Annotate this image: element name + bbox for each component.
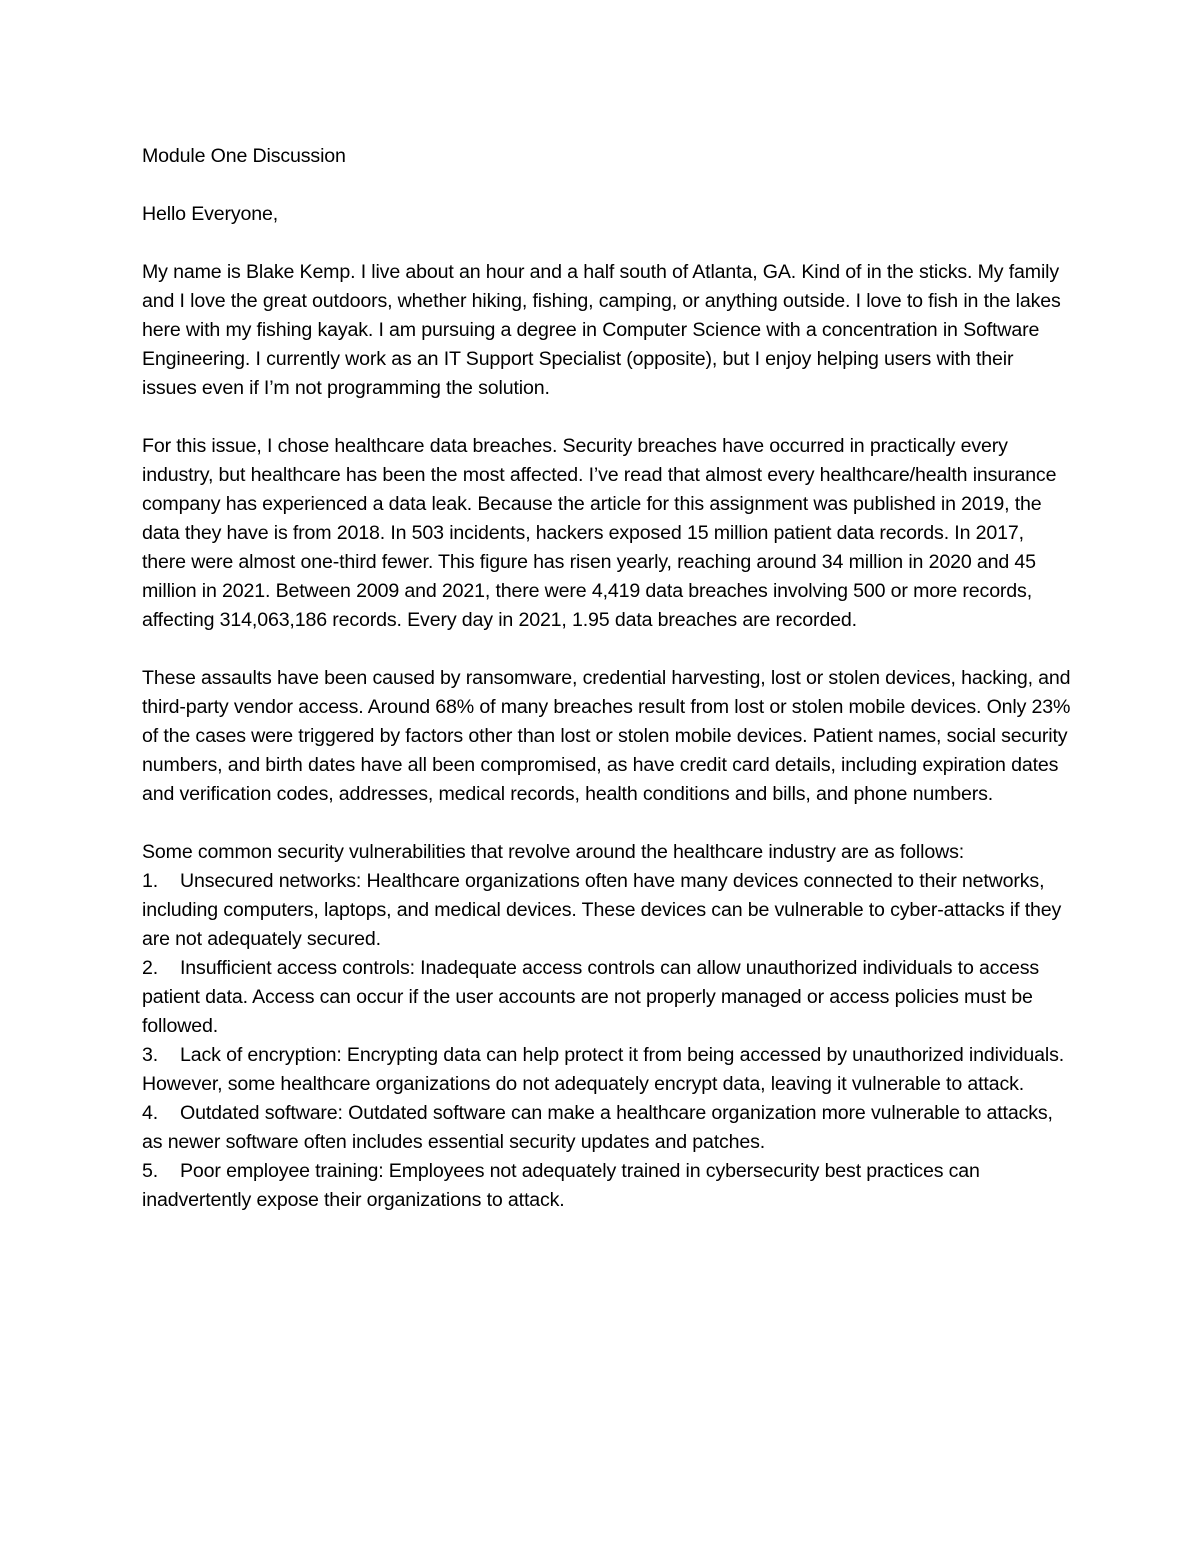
document-body	[142, 142, 1072, 1215]
list-item-number: 3.	[142, 1044, 159, 1066]
list-item-text: Insufficient access controls: Inadequate access controls can allow unauthorized individuals to access patient data. Access can occur if the user accounts are not properly managed or access policies must be followed.	[142, 957, 1040, 1037]
document-title: Module One Discussion	[142, 145, 346, 167]
list-item	[142, 954, 1072, 1041]
list-item-number: 4.	[142, 1102, 159, 1124]
list-item	[142, 1157, 1072, 1215]
list-item-number: 2.	[142, 957, 159, 979]
list-item-text: Poor employee training: Employees not adequately trained in cybersecurity best practices can inadvertently expose their organizations to attack.	[142, 1160, 980, 1211]
list-item	[142, 867, 1072, 954]
greeting: Hello Everyone,	[142, 203, 279, 225]
list-item-number: 5.	[142, 1160, 159, 1182]
list-item-text: Lack of encryption: Encrypting data can help protect it from being accessed by unauthorized individuals. However, some healthcare organizations do not adequately encrypt data, leaving it vulnerable to attack.	[142, 1044, 1065, 1095]
vulnerability-list	[142, 867, 1072, 1215]
paragraph-issue: For this issue, I chose healthcare data breaches. Security breaches have occurred in practically every industry, but healthcare has been the most affected. I’ve read that almost every healthcare/health insurance company has experienced a data leak. Because the article for this assignment was published in 2019, the data they have is from 2018. In 503 incidents, hackers exposed 15 million patient data records. In 2017, there were almost one-third fewer. This figure has risen yearly, reaching around 34 million in 2020 and 45 million in 2021. Between 2009 and 2021, there were 4,419 data breaches involving 500 or more records, affecting 314,063,186 records. Every day in 2021, 1.95 data breaches are recorded.	[142, 435, 1057, 631]
list-item-text: Unsecured networks: Healthcare organizations often have many devices connected to their networks, including computers, laptops, and medical devices. These devices can be vulnerable to cyber-attacks if they are not adequately secured.	[142, 870, 1062, 950]
list-item	[142, 1099, 1072, 1157]
list-intro: Some common security vulnerabilities that revolve around the healthcare industry are as follows:	[142, 841, 965, 863]
list-item-number: 1.	[142, 870, 159, 892]
list-item-text: Outdated software: Outdated software can make a healthcare organization more vulnerable to attacks, as newer software often includes essential security updates and patches.	[142, 1102, 1053, 1153]
list-item	[142, 1041, 1072, 1099]
paragraph-introduction: My name is Blake Kemp. I live about an hour and a half south of Atlanta, GA. Kind of in the sticks. My family and I love the great outdoors, whether hiking, fishing, camping, or anything outside. I love to fish in the lakes here with my fishing kayak. I am pursuing a degree in Computer Science with a concentration in Software Engineering. I currently work as an IT Support Specialist (opposite), but I enjoy helping users with their issues even if I’m not programming the solution.	[142, 261, 1061, 399]
paragraph-causes: These assaults have been caused by ransomware, credential harvesting, lost or stolen devices, hacking, and third-party vendor access. Around 68% of many breaches result from lost or stolen mobile devices. Only 23% of the cases were triggered by factors other than lost or stolen mobile devices. Patient names, social security numbers, and birth dates have all been compromised, as have credit card details, including expiration dates and verification codes, addresses, medical records, health conditions and bills, and phone numbers.	[142, 667, 1071, 805]
